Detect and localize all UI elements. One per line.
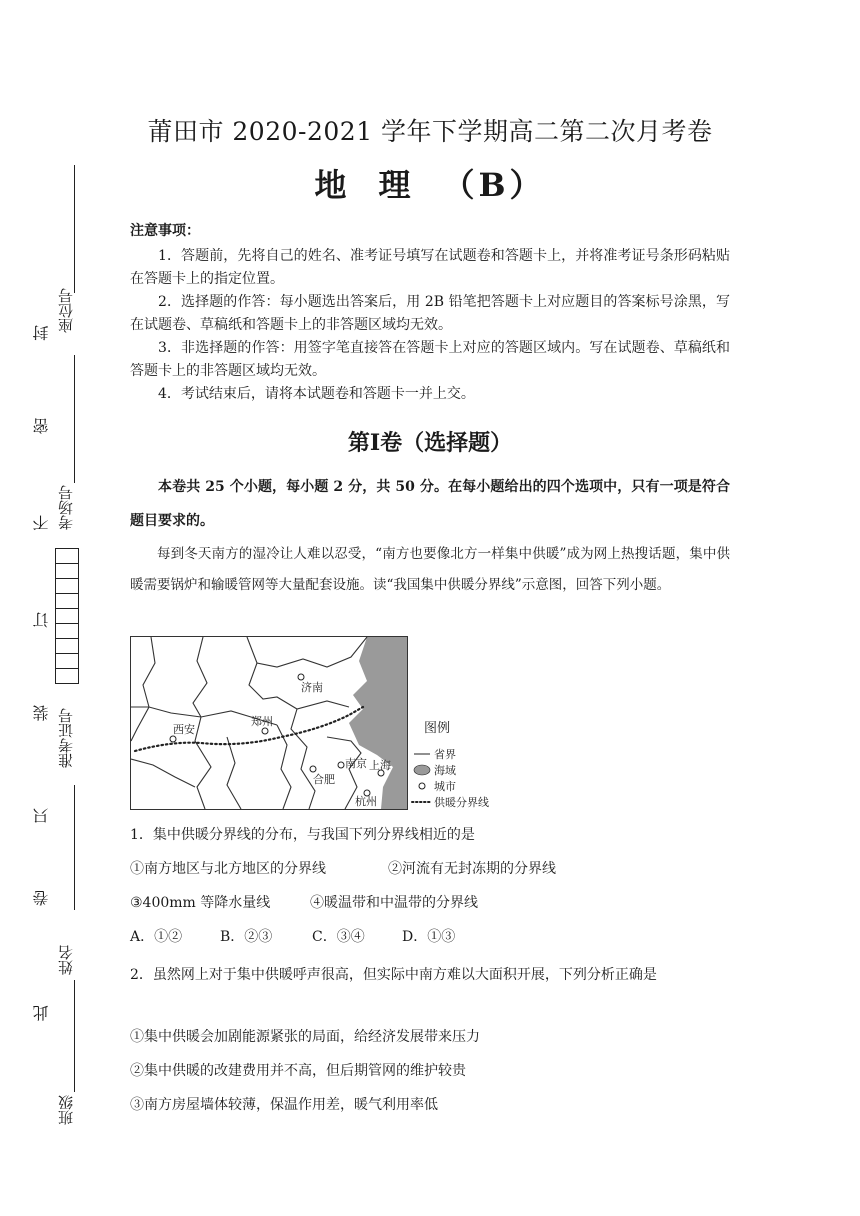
- question-2: 2．虽然网上对于集中供暖呼声很高，但实际中南方难以大面积开展，下列分析正确是: [130, 967, 657, 983]
- subject-title: [0, 160, 860, 206]
- q2-option-2: ②集中供暖的改建费用并不高，但后期管网的维护较贵: [130, 1063, 466, 1079]
- city-marker: [310, 766, 316, 772]
- grid-cell: [55, 548, 79, 564]
- city-label-xian: 西安: [173, 723, 195, 736]
- q1-option-3: ③400mm 等降水量线: [130, 895, 271, 911]
- city-markers: [170, 674, 384, 796]
- subject-variant: （B）: [442, 166, 546, 204]
- city-label-nanjing: 南京: [345, 757, 367, 770]
- city-label-hefei: 合肥: [313, 773, 335, 786]
- margin-char-feng: 封: [32, 325, 51, 341]
- legend-label-city: 城市: [434, 780, 456, 793]
- subject-char-2: 理: [378, 166, 415, 204]
- q1-option-4: ④暖温带和中温带的分界线: [310, 895, 478, 911]
- heating-boundary-map: [130, 636, 408, 810]
- legend-label-boundary: 供暖分界线: [434, 796, 489, 809]
- seat-number-label: 座位号: [57, 288, 75, 333]
- exam-title: 莆田市 2020-2021 学年下学期高二第二次月考卷: [147, 117, 713, 146]
- city-marker: [298, 674, 304, 680]
- q1-choice-a: A．①②: [130, 929, 183, 945]
- notice-item-1: 1．答题前，先将自己的姓名、准考证号填写在试题卷和答题卡上，并将准考证号条形码粘贴在答题卡上的指定位置。: [130, 248, 730, 287]
- notice-item-4: 4．考试结束后，请将本试题卷和答题卡一并上交。: [158, 386, 475, 402]
- section-instruction: 本卷共 25 个小题，每小题 2 分，共 50 分。在每小题给出的四个选项中，只有一项是符合题目要求的。: [130, 479, 730, 529]
- margin-char-zhi: 只: [32, 808, 51, 824]
- margin-char-juan: 卷: [32, 890, 51, 906]
- q1-choice-c: C．③④: [312, 929, 365, 945]
- city-label-zhengzhou: 郑州: [251, 715, 273, 728]
- grid-cell: [55, 593, 79, 609]
- q1-option-1: ①南方地区与北方地区的分界线: [130, 861, 326, 877]
- margin-char-bu: 不: [32, 515, 51, 531]
- q2-option-1: ①集中供暖会加剧能源紧张的局面，给经济发展带来压力: [130, 1029, 480, 1045]
- margin-line: [74, 785, 75, 910]
- sea-area: [349, 637, 407, 809]
- q2-option-3: ③南方房屋墙体较薄，保温作用差，暖气利用率低: [130, 1097, 438, 1113]
- city-marker: [338, 762, 344, 768]
- legend-label-sea: 海域: [434, 764, 456, 777]
- margin-line: [74, 980, 75, 1092]
- city-label-shanghai: 上海: [369, 759, 391, 772]
- margin-char-mi: 密: [32, 418, 51, 434]
- class-label: 班级: [57, 1095, 75, 1125]
- q1-choice-b: B．②③: [220, 929, 273, 945]
- legend-svg: [410, 718, 510, 814]
- legend-symbol-sea: [414, 765, 430, 775]
- city-label-hangzhou: 杭州: [355, 795, 377, 808]
- notice-heading: 注意事项：: [130, 223, 200, 239]
- q1-option-2: ②河流有无封冻期的分界线: [388, 861, 556, 877]
- heating-boundary-line: [135, 707, 363, 751]
- grid-cell: [55, 638, 79, 654]
- subject-char-1: 地: [314, 166, 351, 204]
- admission-number-label: 准考证号: [57, 708, 75, 768]
- city-marker: [170, 736, 176, 742]
- grid-cell: [55, 563, 79, 579]
- notice-item-2: 2．选择题的作答：每小题选出答案后，用 2B 铅笔把答题卡上对应题目的答案标号涂黑，写在试题卷、草稿纸和答题卡上的非答题区域均无效。: [130, 294, 730, 333]
- notice-item-3: 3．非选择题的作答：用签字笔直接答在答题卡上对应的答题区域内。写在试题卷、草稿纸和答题卡上的非答题区域均无效。: [130, 340, 730, 379]
- grid-cell: [55, 578, 79, 594]
- city-label-jinan: 济南: [301, 681, 323, 694]
- map-svg: [131, 637, 407, 809]
- section-heading: 第Ⅰ卷（选择题）: [347, 430, 513, 456]
- question-stem: 每到冬天南方的湿冷让人难以忍受，“南方也要像北方一样集中供暖”成为网上热搜话题，集中供暖需要锅炉和输暖管网等大量配套设施。读“我国集中供暖分界线”示意图，回答下列小题。: [130, 546, 730, 593]
- question-1: 1．集中供暖分界线的分布，与我国下列分界线相近的是: [130, 827, 475, 843]
- grid-cell: [55, 653, 79, 669]
- q1-choice-d: D．①③: [402, 929, 456, 945]
- legend-title: 图例: [424, 721, 451, 736]
- exam-room-label: 考场号: [57, 485, 75, 530]
- name-label: 姓名: [57, 945, 75, 975]
- legend-label-province: 省界: [434, 748, 456, 761]
- grid-cell: [55, 608, 79, 624]
- margin-line: [74, 355, 75, 483]
- grid-cell: [55, 623, 79, 639]
- grid-cell: [55, 668, 79, 684]
- legend-symbol-city: [419, 783, 425, 789]
- city-marker: [262, 728, 268, 734]
- map-legend: [410, 718, 510, 814]
- margin-char-ci: 此: [32, 1005, 51, 1021]
- margin-char-ding: 订: [32, 612, 51, 628]
- margin-char-zhuang: 装: [32, 705, 51, 721]
